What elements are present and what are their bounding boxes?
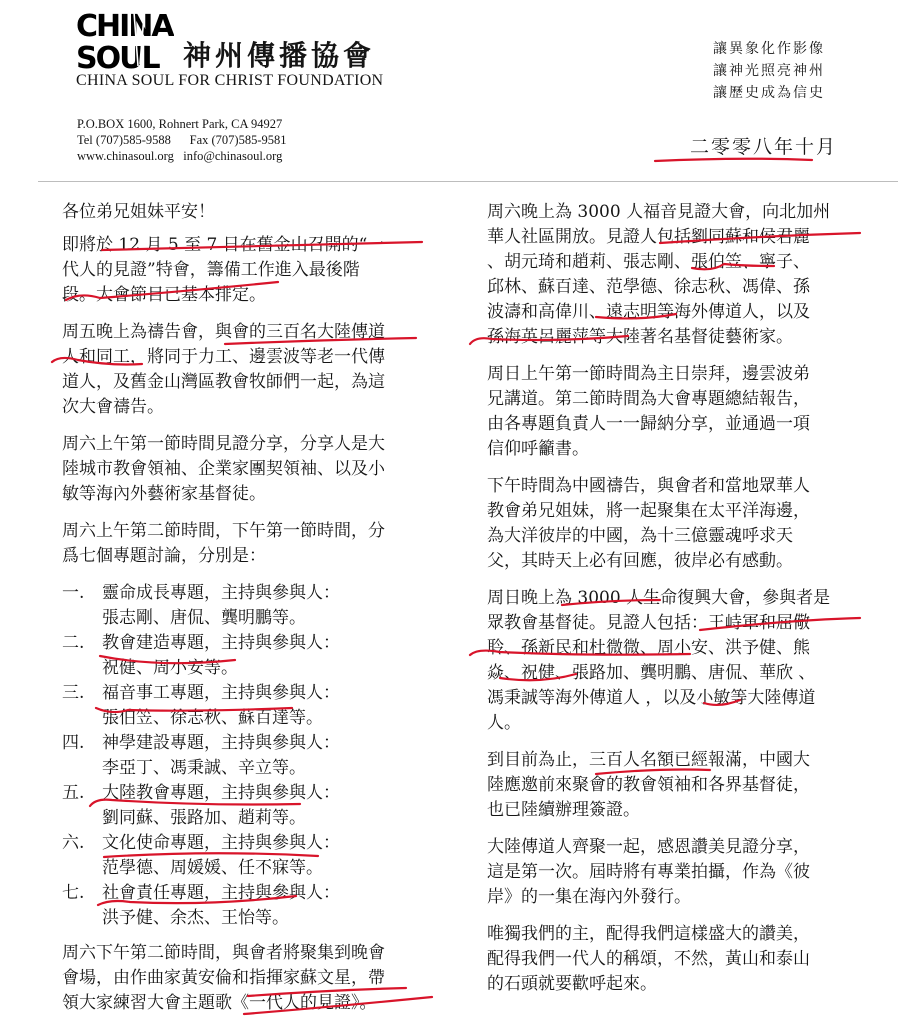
topic-number: 二. bbox=[62, 633, 85, 653]
paragraph-sunday-morning: 周日上午第一節時間為主日崇拜，邊雲波弟 兄講道。第二節時間為大會專題總結報告， 由各專題負責人一一歸納分享，並通過一項 信仰呼籲書。 bbox=[487, 364, 810, 459]
logo-line-2: SOUL bbox=[76, 41, 159, 72]
paragraph-saturday-evening: 周六晚上為 3000 人福音見證大會，向北加州 華人社區開放。見證人包括劉同蘇和侯君麗 、胡元琦和趙莉、張志剛、張伯笠、寧子、 邱林、蘇百達、范學德、徐志秋、馮偉、孫 波濤和高偉川、遠志明等海外傳道人，以及 孫海英呂麗萍等大陸著名基督徒藝術家。 bbox=[487, 202, 831, 347]
topic-number: 四. bbox=[62, 733, 85, 753]
topic-text: 靈命成長專題，主持與參與人： 張志剛、唐侃、龔明鵬等。 bbox=[102, 583, 340, 628]
topic-item bbox=[62, 681, 442, 731]
topic-text: 教會建造專題，主持與參與人： 祝健、周小安等。 bbox=[102, 633, 340, 678]
topic-item bbox=[62, 731, 442, 781]
left-column bbox=[62, 200, 442, 1028]
paragraph-sunday-afternoon: 下午時間為中國禱告，與會者和當地眾華人 教會弟兄姐妹，將一起聚集在太平洋海邊， 為大洋彼岸的中國，為十三億靈魂呼求天 父，其時天上必有回應，彼岸必有感動。 bbox=[487, 476, 810, 571]
topic-number: 七. bbox=[62, 883, 85, 903]
right-column bbox=[487, 200, 857, 1009]
logo-line-1: CHINA bbox=[76, 9, 173, 44]
topic-text: 神學建設專題，主持與參與人： 李亞丁、馮秉誠、辛立等。 bbox=[102, 733, 340, 778]
header-divider bbox=[38, 181, 898, 182]
paragraph-saturday-morning-1: 周六上午第一節時間見證分享，分享人是大 陸城市教會領袖、企業家團契領袖、以及小 敏等海內外藝術家基督徒。 bbox=[62, 434, 385, 504]
paragraph-intro: 即將於 12 月 5 至 7 日在舊金山召開的“一 代人的見證”特會，籌備工作進入最後階 段。大會節目已基本排定。 bbox=[62, 235, 385, 305]
postal-address: P.O.BOX 1600, Rohnert Park, CA 94927 bbox=[77, 117, 283, 131]
org-name-english: CHINA SOUL FOR CHRIST FOUNDATION bbox=[76, 72, 384, 89]
org-name-chinese: 神州傳播協會 bbox=[183, 39, 376, 72]
china-soul-logo bbox=[74, 6, 174, 72]
paragraph-friday-evening: 周五晚上為禱告會，與會的三百名大陸傳道 人和同工，將同于力工、邊雲波等老一代傳 道人，及舊金山灣區教會牧師們一起，為這 次大會禱告。 bbox=[62, 322, 385, 417]
motto-line: 讓異象化作影像 bbox=[713, 41, 825, 57]
topic-number: 六. bbox=[62, 833, 85, 853]
topic-text: 文化使命專題，主持與參與人： 范學德、周媛媛、任不寐等。 bbox=[102, 833, 340, 878]
paragraph-status: 到目前為止，三百人名額已經報滿，中國大 陸應邀前來聚會的教會領袖和各界基督徒， 也已陸續辦理簽證。 bbox=[487, 750, 810, 820]
paragraph-first-time: 大陸傳道人齊聚一起，感恩讚美見證分享， 這是第一次。屆時將有專業拍攝，作為《彼 岸》的一集在海內外發行。 bbox=[487, 837, 810, 907]
topic-number: 五. bbox=[62, 783, 85, 803]
topic-text: 福音事工專題，主持與參與人： 張伯笠、徐志秋、蘇百達等。 bbox=[102, 683, 340, 728]
red-underline-mark bbox=[655, 159, 812, 161]
motto-line: 讓歷史成為信史 bbox=[713, 85, 825, 101]
paragraph-saturday-afternoon: 周六下午第二節時間，與會者將聚集到晚會 會場，由作曲家黃安倫和指揮家蘇文星，帶 領大家練習大會主題歌《一代人的見證》。 bbox=[62, 943, 385, 1013]
phone-fax: Tel (707)585-9588 Fax (707)585-9581 bbox=[77, 133, 287, 147]
topic-item bbox=[62, 881, 442, 931]
topic-item bbox=[62, 831, 442, 881]
greeting: 各位弟兄姐妹平安！ bbox=[62, 202, 215, 222]
web-email: www.chinasoul.org info@chinasoul.org bbox=[77, 149, 283, 163]
topic-text: 社會責任專題，主持與參與人： 洪予健、余杰、王怡等。 bbox=[102, 883, 340, 928]
topic-item bbox=[62, 781, 442, 831]
mottos bbox=[713, 38, 825, 104]
contact-info bbox=[77, 116, 287, 164]
paragraph-closing: 唯獨我們的主，配得我們這樣盛大的讚美， 配得我們一代人的稱頌，不然，黃山和泰山 的石頭就要歡呼起來。 bbox=[487, 924, 810, 994]
letter-date: 二零零八年十月 bbox=[690, 136, 838, 158]
topic-item bbox=[62, 581, 442, 631]
topic-item bbox=[62, 631, 442, 681]
motto-line: 讓神光照亮神州 bbox=[713, 63, 825, 79]
paragraph-saturday-morning-2: 周六上午第二節時間，下午第一節時間，分 爲七個專題討論，分別是： bbox=[62, 521, 385, 566]
topic-number: 一. bbox=[62, 583, 85, 603]
topic-text: 大陸教會專題，主持與參與人： 劉同蘇、張路加、趙莉等。 bbox=[102, 783, 340, 828]
topic-number: 三. bbox=[62, 683, 85, 703]
paragraph-sunday-evening: 周日晚上為 3000 人生命復興大會，參與者是 眾教會基督徒。見證人包括：王峙軍和屈儆 聆、孫新民和杜微微、周小安、洪予健、熊 焱、祝健、張路加、龔明鵬、唐侃、華欣 、 馮秉誠等海外傳道人 ，以及小敏等大陸傳道 人。 bbox=[487, 588, 831, 733]
topic-list bbox=[62, 581, 442, 931]
